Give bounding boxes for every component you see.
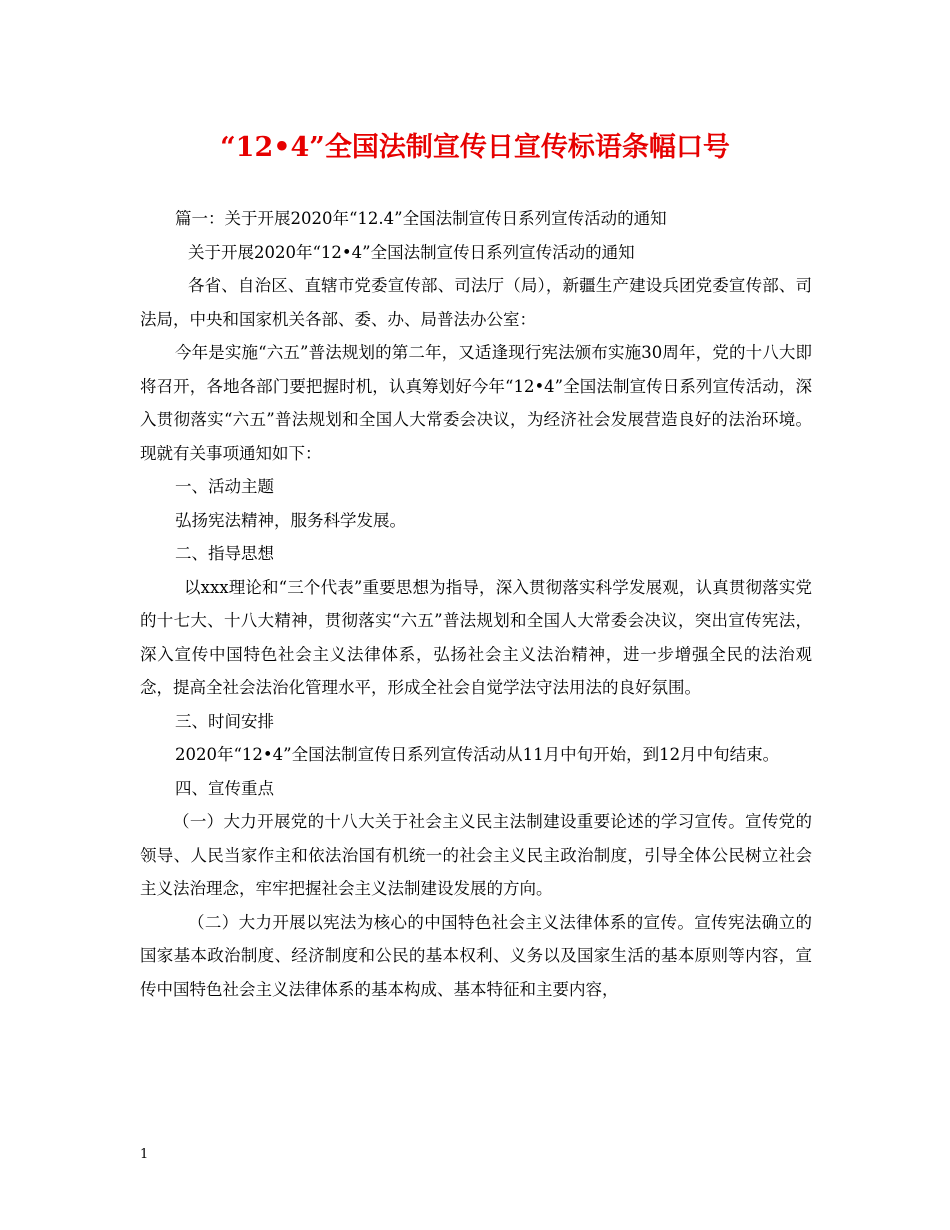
section-heading-schedule: 三、时间安排	[175, 711, 274, 731]
section-heading-focus: 四、宣传重点	[175, 778, 274, 798]
page-number: 1	[140, 1147, 149, 1162]
document-title: “12•4”全国法制宣传日宣传标语条幅口号	[220, 132, 730, 163]
document-body	[140, 202, 812, 1006]
section-heading-guidance: 二、指导思想	[175, 544, 274, 563]
paragraph-theme: 弘扬宪法精神，服务科学发展。	[175, 510, 406, 530]
paragraph-focus-one: （一）大力开展党的十八大关于社会主义民主法制建设重要论述的学习宣传。宣传党的领导、人民当家作主和依法治国有机统一的社会主义民主政治制度，引导全体公民树立社会主义法治理念，牢牢把握社会主义法制建设发展的方向。	[140, 812, 812, 898]
paragraph-article-heading: 篇一：关于开展2020年“12.4”全国法制宣传日系列宣传活动的通知	[175, 209, 667, 228]
section-heading-theme: 一、活动主题	[175, 477, 274, 496]
paragraph-guidance: 以xxx理论和“三个代表”重要思想为指导，深入贯彻落实科学发展观，认真贯彻落实党的十七大、十八大精神，贯彻落实“六五”普法规划和全国人大常委会决议，突出宣传宪法，深入宣传中国特色社会主义法律体系，弘扬社会主义法治精神，进一步增强全民的法治观念，提高全社会法治化管理水平，形成全社会自觉学法守法用法的良好氛围。	[140, 577, 812, 697]
paragraph-focus-two: （二）大力开展以宪法为核心的中国特色社会主义法律体系的宣传。宣传宪法确立的国家基本政治制度、经济制度和公民的基本权利、义务以及国家生活的基本原则等内容，宣传中国特色社会主义法律体系的基本构成、基本特征和主要内容，	[140, 912, 812, 999]
paragraph-intro: 今年是实施“六五”普法规划的第二年，又适逢现行宪法颁布实施30周年，党的十八大即将召开，各地各部门要把握时机，认真筹划好今年“12•4”全国法制宣传日系列宣传活动，深入贯彻落实“六五”普法规划和全国人大常委会决议，为经济社会发展营造良好的法治环境。现就有关事项通知如下：	[140, 343, 812, 463]
paragraph-notice-title: 关于开展2020年“12•4”全国法制宣传日系列宣传活动的通知	[188, 242, 635, 262]
paragraph-schedule: 2020年“12•4”全国法制宣传日系列宣传活动从11月中旬开始，到12月中旬结束。	[175, 745, 780, 764]
paragraph-addressees: 各省、自治区、直辖市党委宣传部、司法厅（局），新疆生产建设兵团党委宣传部、司法局，中央和国家机关各部、委、办、局普法办公室：	[140, 276, 812, 329]
